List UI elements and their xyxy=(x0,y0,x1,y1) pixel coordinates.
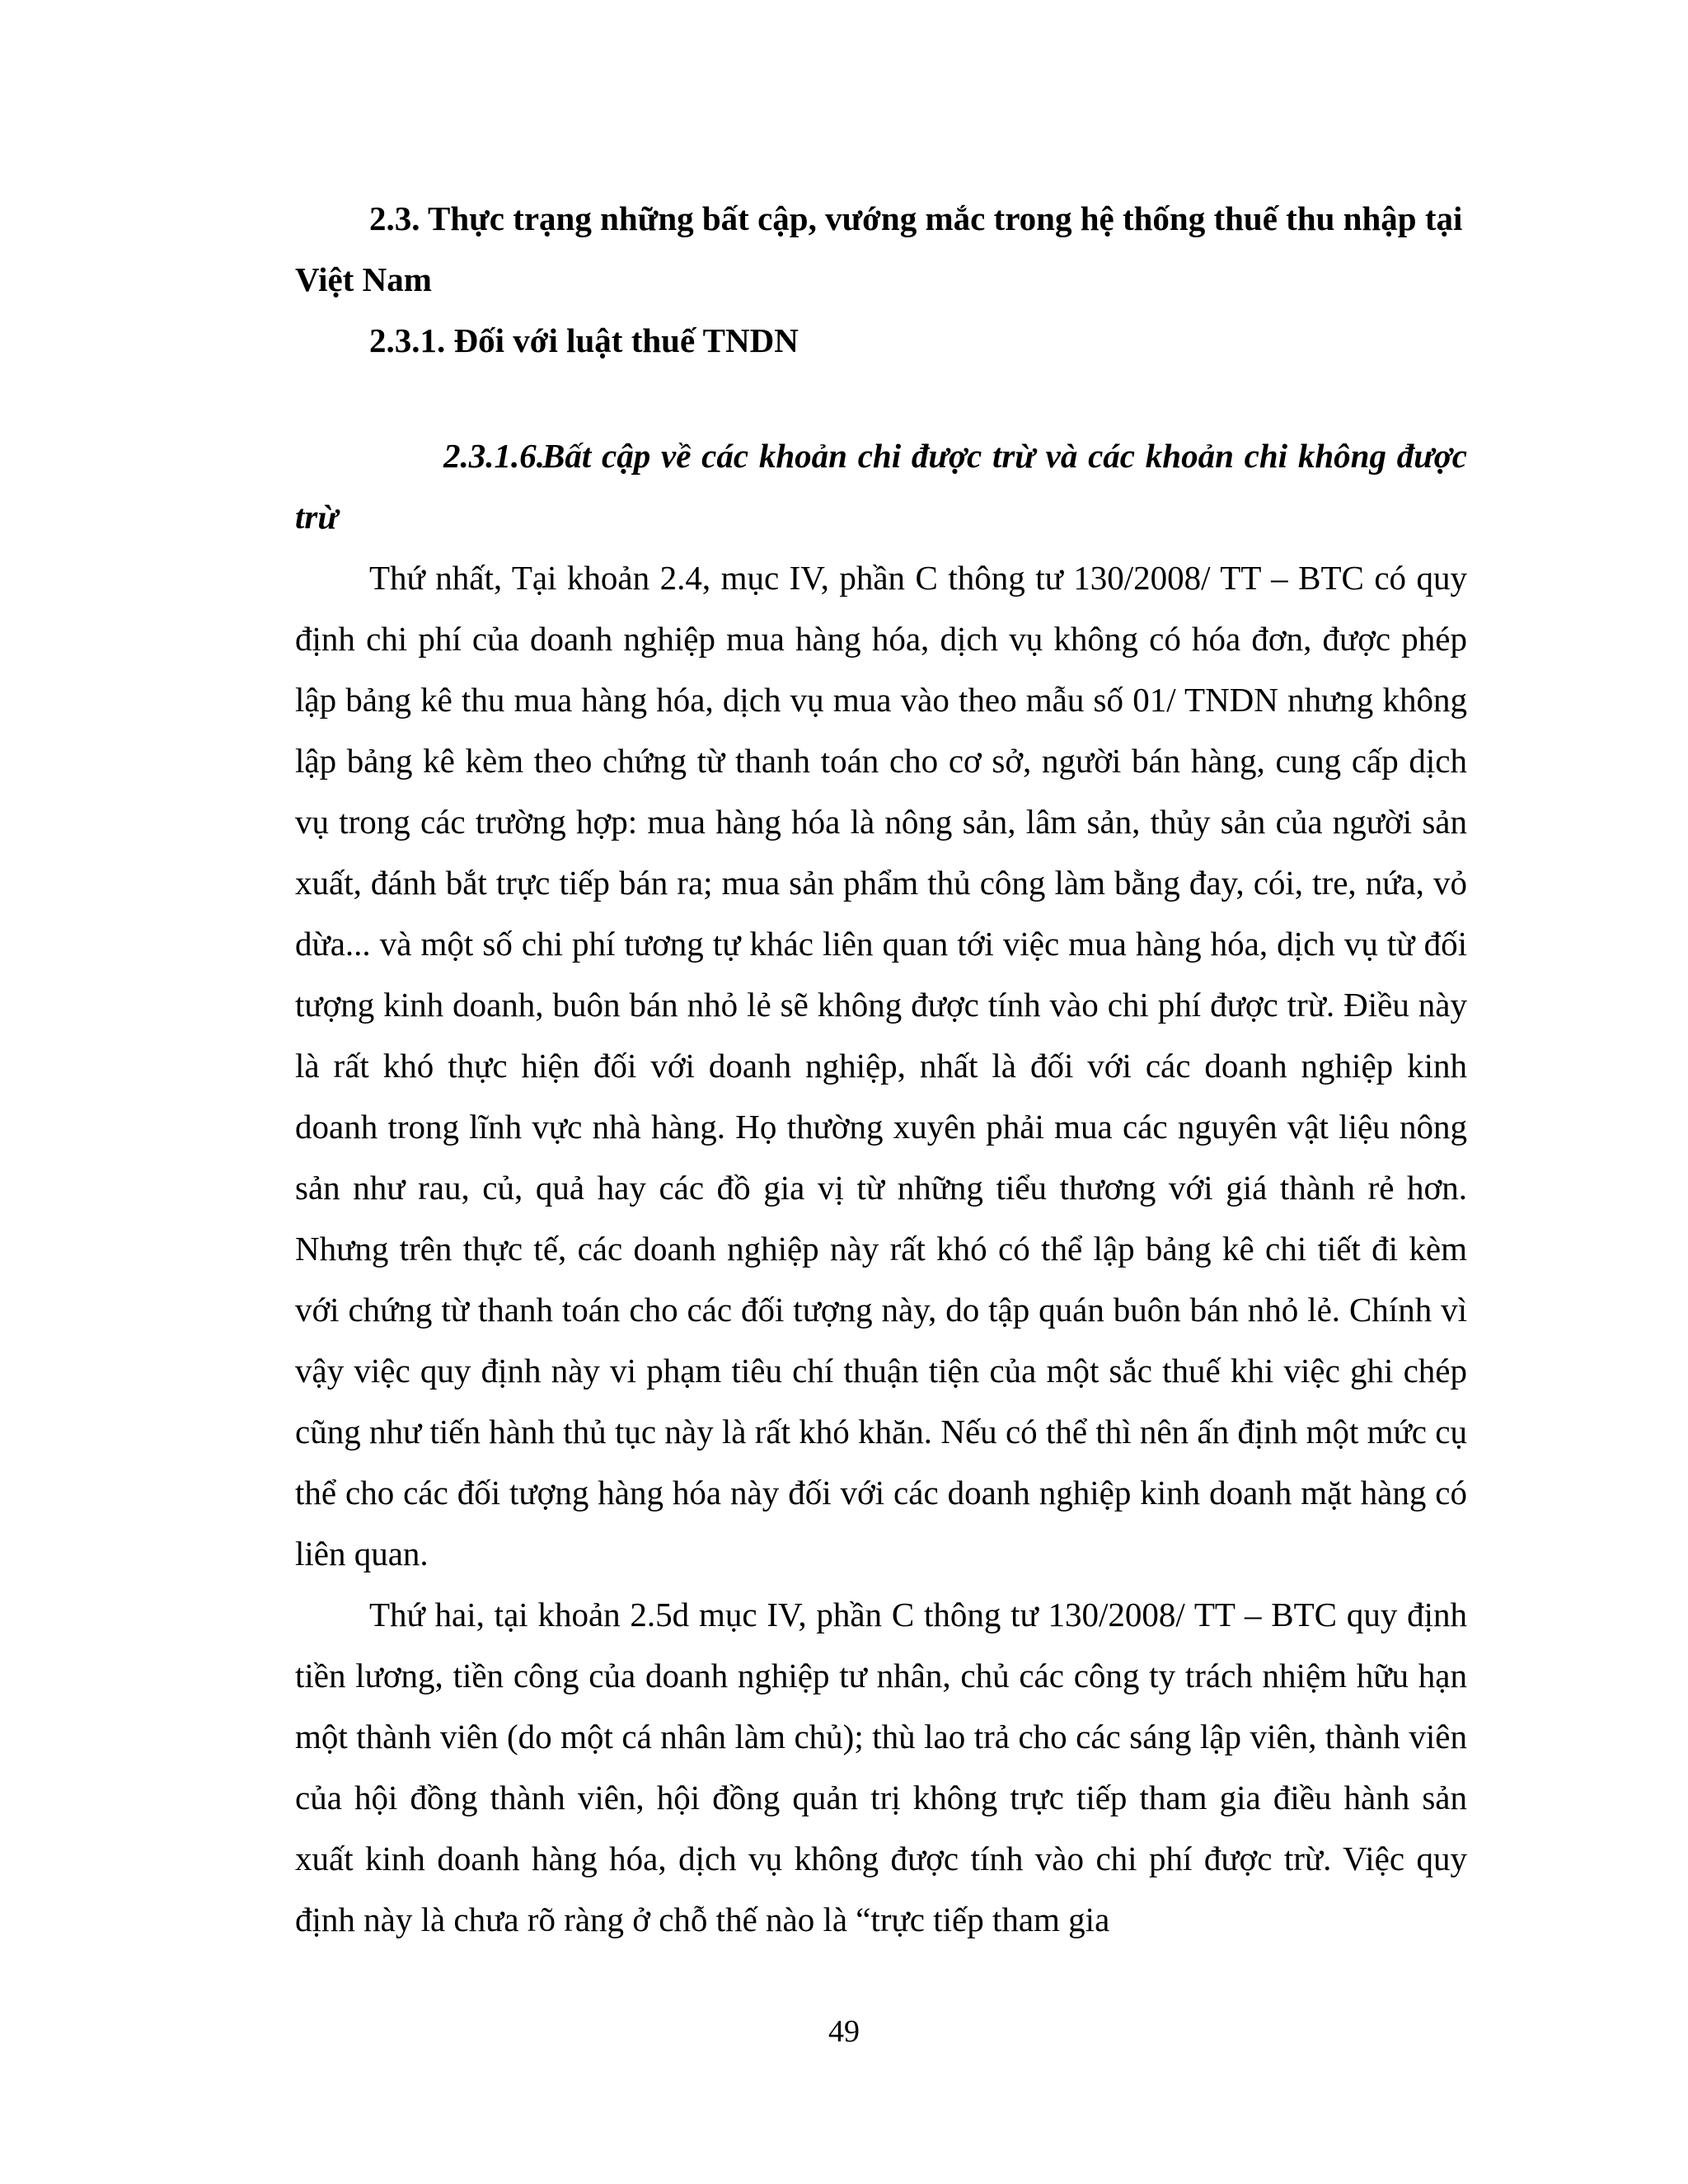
subsection-heading: 2.3.1. Đối với luật thuế TNDN xyxy=(369,321,799,359)
subsubsection-heading xyxy=(295,425,1467,547)
subsubsection-number: 2.3.1.6. xyxy=(443,437,545,475)
page-number: 49 xyxy=(828,2014,860,2049)
page-content xyxy=(295,188,1467,1950)
paragraph-2: Thứ hai, tại khoản 2.5d mục IV, phần C thông tư 130/2008/ TT – BTC quy định tiền lương, tiền công của doanh nghiệp tư nhân, chủ các công ty trách nhiệm hữu hạn một thành viên (do một cá nhân làm chủ); thù lao trả cho các sáng lập viên, thành viên của hội đồng thành viên, hội đồng quản trị không trực tiếp tham gia điều hành sản xuất kinh doanh hàng hóa, dịch vụ không được tính vào chi phí được trừ. Việc quy định này là chưa rõ ràng ở chỗ thế nào là “trực tiếp tham gia xyxy=(295,1596,1467,1938)
section-heading: 2.3. Thực trạng những bất cập, vướng mắc trong hệ thống thuế thu nhập tại Việt Nam xyxy=(295,199,1463,298)
subsubsection-title: Bất cập về các khoản chi được trừ và các khoản chi không được trừ xyxy=(295,437,1467,536)
paragraph-1: Thứ nhất, Tại khoản 2.4, mục IV, phần C thông tư 130/2008/ TT – BTC có quy định chi phí của doanh nghiệp mua hàng hóa, dịch vụ không có hóa đơn, được phép lập bảng kê thu mua hàng hóa, dịch vụ mua vào theo mẫu số 01/ TNDN nhưng không lập bảng kê kèm theo chứng từ thanh toán cho cơ sở, người bán hàng, cung cấp dịch vụ trong các trường hợp: mua hàng hóa là nông sản, lâm sản, thủy sản của người sản xuất, đánh bắt trực tiếp bán ra; mua sản phẩm thủ công làm bằng đay, cói, tre, nứa, vỏ dừa... và một số chi phí tương tự khác liên quan tới việc mua hàng hóa, dịch vụ từ đối tượng kinh doanh, buôn bán nhỏ lẻ sẽ không được tính vào chi phí được trừ. Điều này là rất khó thực hiện đối với doanh nghiệp, nhất là đối với các doanh nghiệp kinh doanh trong lĩnh vực nhà hàng. Họ thường xuyên phải mua các nguyên vật liệu nông sản như rau, củ, quả hay các đồ gia vị từ những tiểu thương với giá thành rẻ hơn. Nhưng trên thực tế, các doanh nghiệp này rất khó có thể lập bảng kê chi tiết đi kèm với chứng từ thanh toán cho các đối tượng này, do tập quán buôn bán nhỏ lẻ. Chính vì vậy việc quy định này vi phạm tiêu chí thuận tiện của một sắc thuế khi việc ghi chép cũng như tiến hành thủ tục này là rất khó khăn. Nếu có thể thì nên ấn định một mức cụ thể cho các đối tượng hàng hóa này đối với các doanh nghiệp kinh doanh mặt hàng có liên quan. xyxy=(295,559,1467,1572)
